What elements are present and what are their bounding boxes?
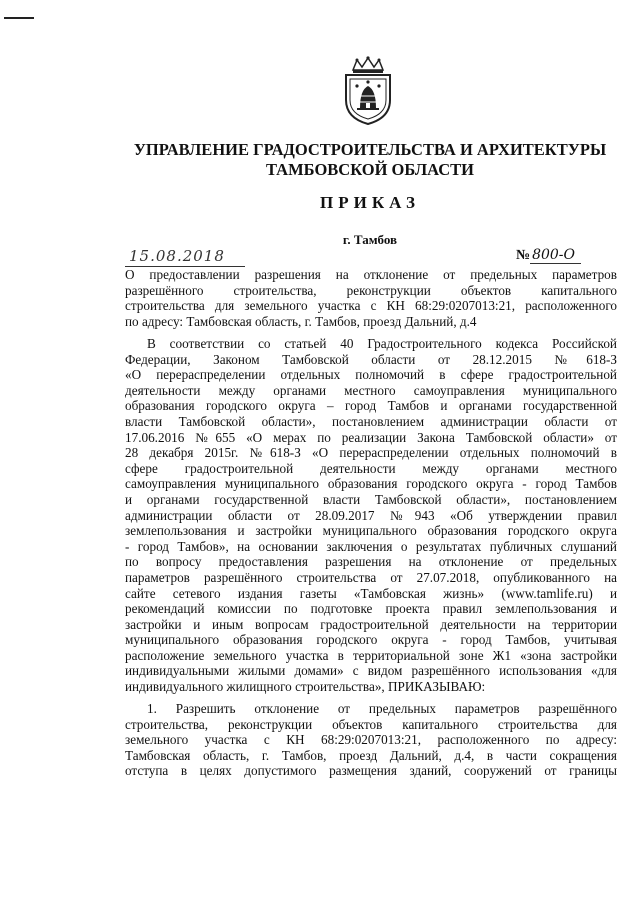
corner-mark — [4, 17, 34, 19]
body-line: - город Тамбов», на основании заключения о результатах публичных слушаний — [125, 538, 617, 554]
body-line: параметров разрешённого строительства от 27.07.2018, опубликованного на — [125, 569, 617, 585]
number-sign: № — [516, 248, 531, 263]
subject-line: по адресу: Тамбовская область, г. Тамбов, проезд Дальний, д.4 — [125, 313, 477, 329]
body-line: самоуправления муниципального образования городского округа - город Тамбов — [125, 476, 617, 492]
body-line: расположение земельного участка в территориальной зоне Ж1 «зона застройки — [125, 647, 617, 663]
body-line: рекомендаций комиссии по подготовке проекта правил землепользования и — [125, 601, 617, 617]
item-line: земельного участка с КН 68:29:0207013:21, расположенного по адресу: — [125, 732, 617, 748]
city-label: г. Тамбов — [342, 232, 398, 247]
body-line: «О перераспределении отдельных полномочий в сфере градостроительной — [125, 367, 617, 383]
coat-of-arms-icon — [341, 56, 395, 126]
item-line: строительства, реконструкции объектов капитального строительства для — [125, 716, 617, 732]
body-line: сайте сетевого издания газеты «Тамбовская жизнь» (www.tamlife.ru) и — [125, 585, 617, 601]
body-line: администрации области от 28.09.2017 №943 «Об утверждении правил — [125, 507, 617, 523]
organization-name: УПРАВЛЕНИЕ ГРАДОСТРОИТЕЛЬСТВА И АРХИТЕКТУРЫ — [133, 140, 607, 159]
organization-region: ТАМБОВСКОЙ ОБЛАСТИ — [265, 160, 475, 179]
handwritten-date: 15.08.2018 — [129, 247, 225, 265]
subject-line: строительства для земельного участка с КН 68:29:0207013:21, расположенного — [125, 298, 617, 314]
body-line: деятельности между органами местного самоуправления муниципального — [125, 382, 617, 398]
body-line: индивидуального жилищного строительства», ПРИКАЗЫВАЮ: — [125, 679, 486, 695]
body-line: Федерации, Законом Тамбовской области от 28.12.2015 №618-З — [125, 351, 617, 367]
body-line: 17.06.2016 №655 «О мерах по реализации Закона Тамбовской области» от — [125, 429, 617, 445]
body-line: В соответствии со статьей 40 Градостроительного кодекса Российской — [147, 336, 617, 351]
order-subject — [125, 267, 617, 329]
body-line: застройки и иным вопросам градостроительной деятельности на территории — [125, 616, 617, 632]
body-line: по вопросу предоставления разрешения на отклонение от предельных — [125, 554, 617, 570]
body-line: 28 декабря 2015г. №618-З «О перераспределении отдельных полномочий в — [125, 445, 617, 461]
body-line: власти Тамбовской области», постановлением администрации области от — [125, 413, 617, 429]
item-line: 1. Разрешить отклонение от предельных параметров разрешённого — [147, 701, 617, 716]
body-line: индивидуальными жилыми домами» с видом разрешённого использования «для — [125, 663, 617, 679]
handwritten-number: 800-О — [530, 247, 581, 264]
order-date — [125, 247, 245, 267]
item-line: Тамбовская область, г. Тамбов, проезд Дальний, д.4, в части сокращения — [125, 747, 617, 763]
preamble-paragraph — [125, 336, 617, 695]
subject-line: разрешённого строительства, реконструкции объектов капитального — [125, 282, 617, 298]
item-line: отступа в целях допустимого размещения зданий, сооружений от границы — [125, 763, 617, 779]
body-line: образования городского округа – город Тамбов и органами государственной — [125, 398, 617, 414]
body-line: сфере градостроительной деятельности между органами местного — [125, 460, 617, 476]
order-number — [516, 247, 581, 264]
body-line: землепользования и застройки муниципального образования городского округа — [125, 523, 617, 539]
body-line: муниципального образования городского округа - город Тамбов, учитывая — [125, 632, 617, 648]
body-line: и органами государственной власти Тамбовской области», постановлением — [125, 491, 617, 507]
order-item-1 — [125, 701, 617, 779]
subject-line: О предоставлении разрешения на отклонение от предельных параметров — [125, 267, 617, 282]
document-type-title: ПРИКАЗ — [320, 193, 420, 212]
